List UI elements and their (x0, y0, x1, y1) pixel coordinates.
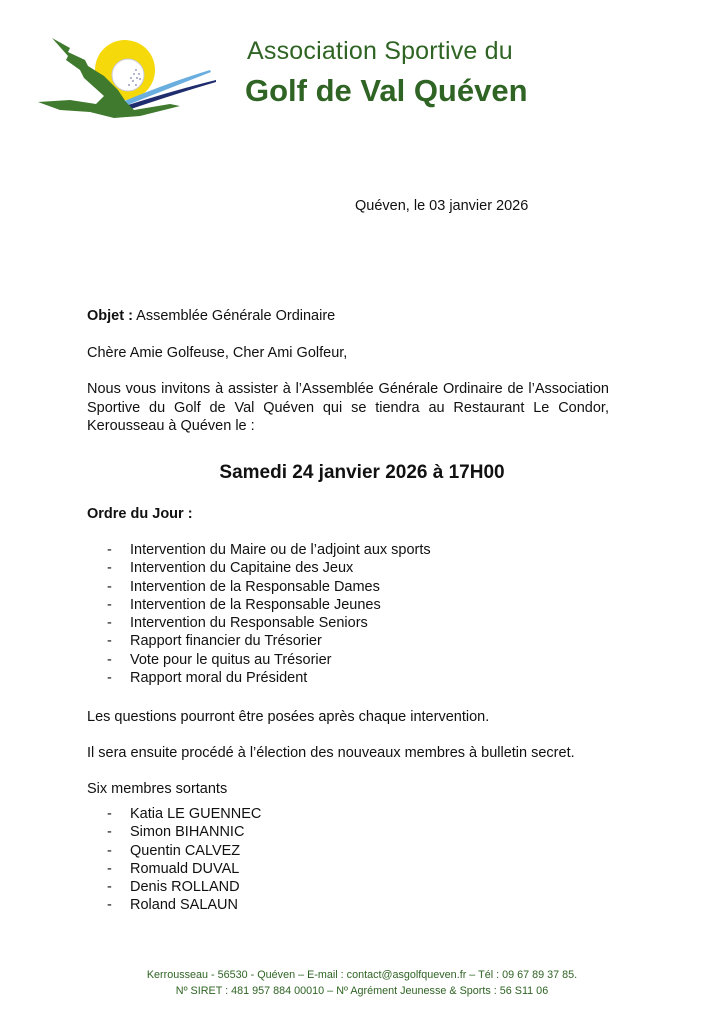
agenda-list (107, 541, 431, 687)
greeting: Chère Amie Golfeuse, Cher Ami Golfeur, (87, 345, 348, 361)
agenda-item: - Rapport financier du Trésorier (107, 632, 431, 650)
member-item: - Simon BIHANNIC (107, 823, 261, 841)
member-item: - Katia LE GUENNEC (107, 805, 261, 823)
outgoing-title: Six membres sortants (87, 781, 228, 797)
agenda-title: Ordre du Jour : (87, 506, 193, 522)
agenda-item: - Intervention de la Responsable Jeunes (107, 596, 431, 614)
dateline: Quéven, le 03 janvier 2026 (355, 198, 529, 214)
agenda-item: - Vote pour le quitus au Trésorier (107, 651, 431, 669)
meeting-date: Samedi 24 janvier 2026 à 17H00 (219, 462, 505, 483)
golf-ball-icon (112, 59, 144, 91)
member-item: - Denis ROLLAND (107, 878, 261, 896)
agenda-item: - Intervention du Maire ou de l’adjoint aux sports (107, 541, 431, 559)
agenda-item: - Intervention du Responsable Seniors (107, 614, 431, 632)
brand-title-line1: Association Sportive du (247, 37, 513, 65)
footer-line1: Kerrousseau - 56530 - Quéven – E-mail : contact@asgolfqueven.fr – Tél : 09 67 89 37 85. (146, 969, 578, 981)
subject-value: Assemblée Générale Ordinaire (136, 308, 336, 324)
subject-label: Objet : (87, 308, 133, 324)
election-note: Il sera ensuite procédé à l’élection des nouveaux membres à bulletin secret. (87, 745, 575, 761)
agenda-item: - Intervention du Capitaine des Jeux (107, 559, 431, 577)
agenda-item: - Intervention de la Responsable Dames (107, 578, 431, 596)
member-item: - Romuald DUVAL (107, 860, 261, 878)
questions-note: Les questions pourront être posées après chaque intervention. (87, 709, 490, 725)
member-item: - Quentin CALVEZ (107, 842, 261, 860)
agenda-item: - Rapport moral du Président (107, 669, 431, 687)
footer (0, 967, 724, 999)
subject-line (87, 307, 609, 326)
golf-logo (30, 30, 220, 120)
intro-paragraph: Nous vous invitons à assister à l’Assemblée Générale Ordinaire de l’Association Sportive du Golf de Val Quéven qui se tiendra au Restaurant Le Condor, Kerousseau à Quéven le : (87, 381, 609, 434)
footer-line2: Nº SIRET : 481 957 884 00010 – Nº Agrément Jeunesse & Sports : 56 S11 06 (175, 985, 549, 997)
outgoing-members-list (107, 805, 261, 915)
member-item: - Roland SALAUN (107, 896, 261, 914)
brand-title-line2: Golf de Val Quéven (245, 73, 528, 108)
